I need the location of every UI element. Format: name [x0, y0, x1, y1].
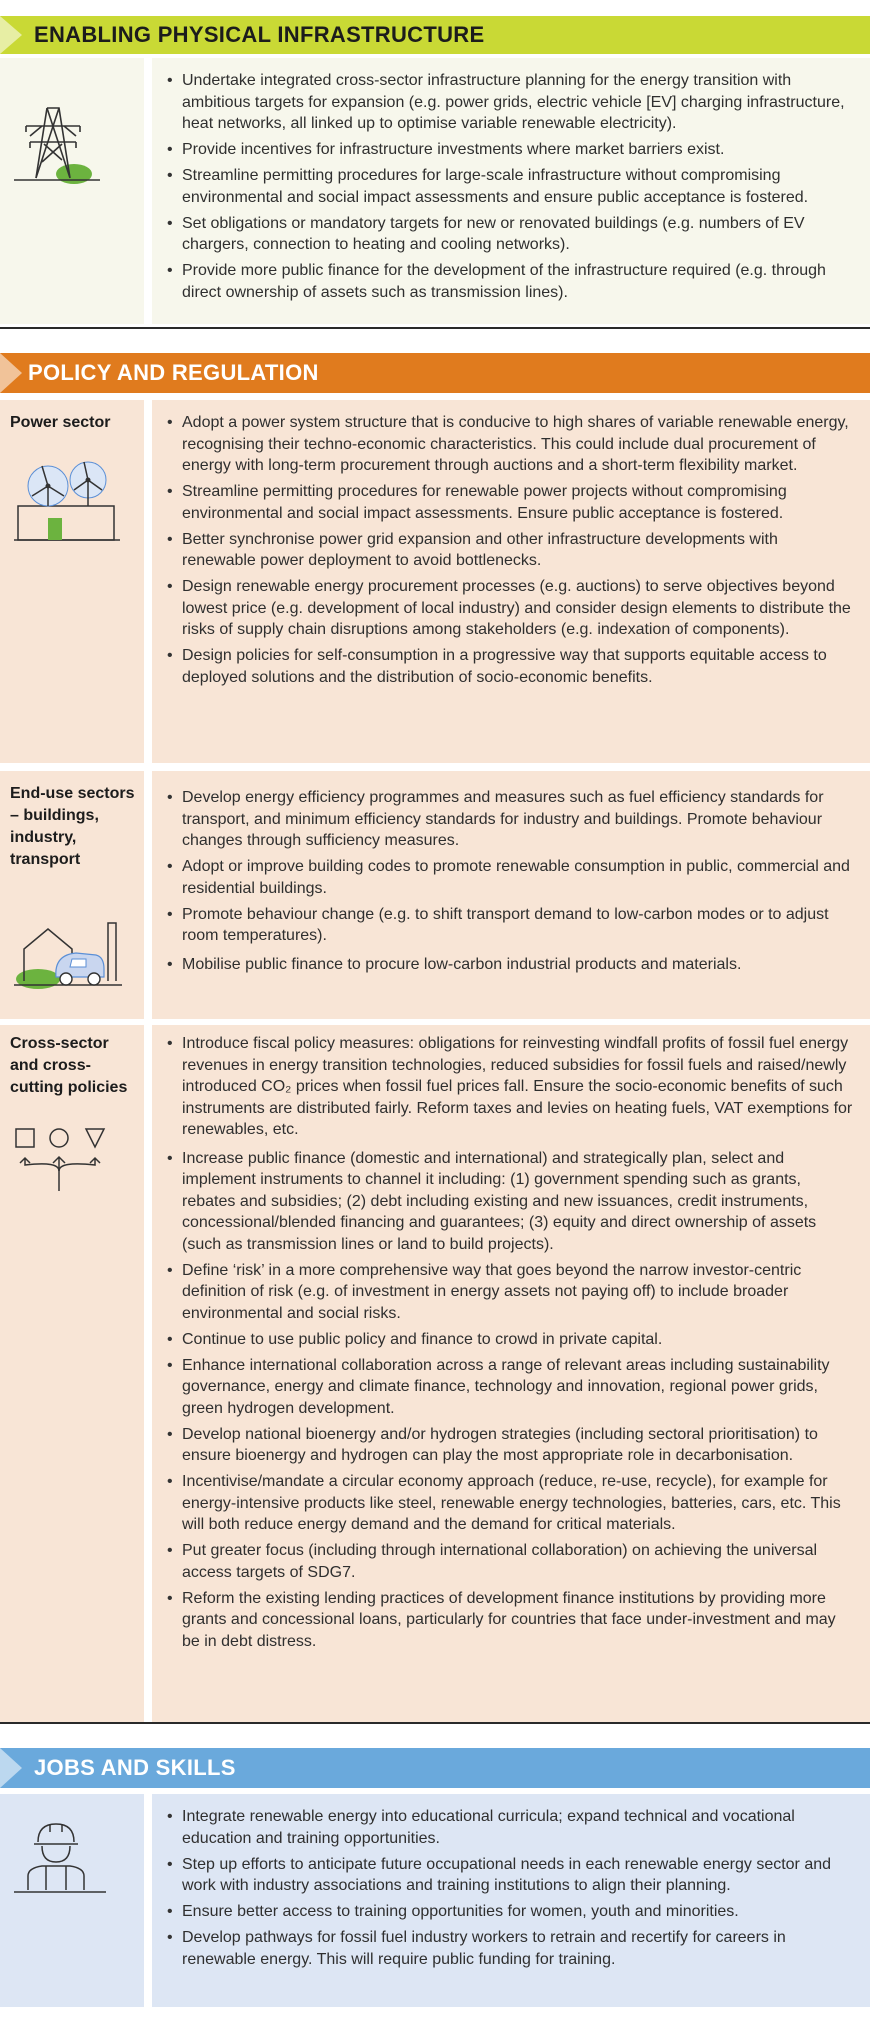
- section-divider: [0, 327, 870, 329]
- list-item: • Continue to use public policy and finance to crowd in private capital.: [166, 1329, 856, 1351]
- list-item: • Introduce fiscal policy measures: obligations for reinvesting windfall profits of fossil fuel energy revenues in energy transition technologies, reduced subsidies for fossil fuels and raised/newly introduced CO₂ prices when fossil fuel prices fall. Ensure the socio-economic benefits of such instruments are distributed fairly. Reform taxes and levies on heating fuels, VAT exemptions for renewables, etc.: [166, 1033, 856, 1141]
- cross-sector-list: [166, 1033, 856, 1652]
- end-use-label: End-use sectors – buildings, industry, transport: [10, 785, 135, 868]
- jobs-icon-panel: [0, 1794, 144, 2007]
- list-item: • Step up efforts to anticipate future occupational needs in each renewable energy sector and work with industry associations and training institutions to align their planning.: [166, 1854, 856, 1897]
- end-use-label-panel: [0, 771, 144, 1019]
- cross-sector-content: [152, 1025, 870, 1722]
- header-arrow-icon: [0, 16, 22, 54]
- list-item: • Provide incentives for infrastructure investments where market barriers exist.: [166, 139, 856, 161]
- infrastructure-content: [152, 58, 870, 324]
- list-item: • Set obligations or mandatory targets for new or renovated buildings (e.g. numbers of EV chargers, connection to heating and cooling networks).: [166, 213, 856, 256]
- jobs-row: [0, 1794, 870, 2007]
- wind-turbines-icon: [12, 456, 124, 544]
- list-item: • Integrate renewable energy into educational curricula; expand technical and vocational education and training opportunities.: [166, 1806, 856, 1849]
- list-item: • Undertake integrated cross-sector infrastructure planning for the energy transition with ambitious targets for expansion (e.g. power grids, electric vehicle [EV] charging infrastructure, heat networks, all linked up to optimise variable renewable electricity).: [166, 70, 856, 135]
- list-item: • Design policies for self-consumption in a progressive way that supports equitable access to deployed solutions and the distribution of socio-economic benefits.: [166, 645, 856, 688]
- power-sector-row: [0, 400, 870, 763]
- policy-header: [0, 353, 870, 393]
- list-item: • Mobilise public finance to procure low-carbon industrial products and materials.: [166, 954, 856, 976]
- infrastructure-row: [0, 58, 870, 324]
- list-item: • Increase public finance (domestic and international) and strategically plan, select and implement instruments to channel it including: (1) government spending such as grants, rebates and subsidies; (2) debt including existing and new issuances, credit instruments, concessional/blended financing and guarantees; (3) equity and direct ownership of assets (such as transmission lines or land to build projects).: [166, 1148, 856, 1256]
- power-sector-list: [166, 412, 856, 688]
- infrastructure-header: [0, 16, 870, 54]
- list-item: • Promote behaviour change (e.g. to shift transport demand to low-carbon modes or to adjust room temperatures).: [166, 904, 856, 947]
- end-use-content: [152, 771, 870, 1019]
- power-sector-label: Power sector: [10, 414, 111, 431]
- end-use-row: [0, 771, 870, 1019]
- list-item: • Reform the existing lending practices of development finance institutions by providing more grants and concessional loans, particularly for countries that face under-investment and may be in debt distress.: [166, 1588, 856, 1653]
- jobs-header: [0, 1748, 870, 1788]
- infrastructure-list: [166, 70, 856, 303]
- infrastructure-title: ENABLING PHYSICAL INFRASTRUCTURE: [34, 22, 485, 47]
- list-item: • Put greater focus (including through international collaboration) on achieving the universal access targets of SDG7.: [166, 1540, 856, 1583]
- list-item: • Adopt a power system structure that is conducive to high shares of variable renewable energy, recognising their techno-economic characteristics. This could include dual procurement of energy with long-term procurement through auctions and a short-term flexibility market.: [166, 412, 856, 477]
- list-item: • Enhance international collaboration across a range of relevant areas including sustainability governance, energy and climate finance, technology and innovation, regional power grids, green hydrogen development.: [166, 1355, 856, 1420]
- cross-sector-label: Cross-sector and cross-cutting policies: [10, 1035, 128, 1096]
- cross-sector-row: [0, 1025, 870, 1722]
- jobs-content: [152, 1794, 870, 2007]
- factory-vehicle-icon: [10, 915, 126, 991]
- list-item: • Define ‘risk’ in a more comprehensive way that goes beyond the narrow investor-centric definition of risk (e.g. of investment in energy assets not paying off) to include broader environmental and social risks.: [166, 1260, 856, 1325]
- end-use-list: [166, 787, 856, 975]
- list-item: • Develop energy efficiency programmes and measures such as fuel efficiency standards for transport, and minimum efficiency standards for industry and buildings. Promote behaviour changes through sufficiency measures.: [166, 787, 856, 852]
- transmission-tower-icon: [12, 104, 102, 184]
- power-sector-label-panel: [0, 400, 144, 763]
- list-item: • Develop national bioenergy and/or hydrogen strategies (including sectoral prioritisation) to ensure bioenergy and hydrogen can play the most appropriate role in decarbonisation.: [166, 1424, 856, 1467]
- list-item: • Provide more public finance for the development of the infrastructure required (e.g. through direct ownership of assets such as transmission lines).: [166, 260, 856, 303]
- power-sector-content: [152, 400, 870, 763]
- cross-sector-label-panel: [0, 1025, 144, 1722]
- section-divider: [0, 1722, 870, 1724]
- list-item: • Incentivise/mandate a circular economy approach (reduce, re-use, recycle), for example for energy-intensive products like steel, renewable energy technologies, batteries, cars, etc. This will both reduce energy demand and the demand for critical materials.: [166, 1471, 856, 1536]
- list-item: • Ensure better access to training opportunities for women, youth and minorities.: [166, 1901, 856, 1923]
- infrastructure-icon-panel: [0, 58, 144, 324]
- header-arrow-icon: [0, 353, 22, 393]
- shapes-arrows-icon: [14, 1125, 110, 1197]
- list-item: • Streamline permitting procedures for renewable power projects without compromising environmental and social impact assessments. Ensure public acceptance is fostered.: [166, 481, 856, 524]
- header-arrow-icon: [0, 1748, 22, 1788]
- policy-title: POLICY AND REGULATION: [28, 360, 319, 385]
- hardhat-worker-icon: [12, 1818, 108, 1896]
- list-item: • Develop pathways for fossil fuel industry workers to retrain and recertify for careers in renewable energy. This will require public funding for training.: [166, 1927, 856, 1970]
- jobs-list: [166, 1806, 856, 1970]
- list-item: • Better synchronise power grid expansion and other infrastructure developments with renewable power deployment to avoid bottlenecks.: [166, 529, 856, 572]
- list-item: • Adopt or improve building codes to promote renewable consumption in public, commercial and residential buildings.: [166, 856, 856, 899]
- list-item: • Design renewable energy procurement processes (e.g. auctions) to serve objectives beyond lowest price (e.g. development of local industry) and consider design elements to distribute the risks of supply chain disruptions among stakeholders (e.g. indexation of components).: [166, 576, 856, 641]
- jobs-title: JOBS AND SKILLS: [34, 1755, 236, 1780]
- list-item: • Streamline permitting procedures for large-scale infrastructure without compromising environmental and social impact assessments and ensure public acceptance is fostered.: [166, 165, 856, 208]
